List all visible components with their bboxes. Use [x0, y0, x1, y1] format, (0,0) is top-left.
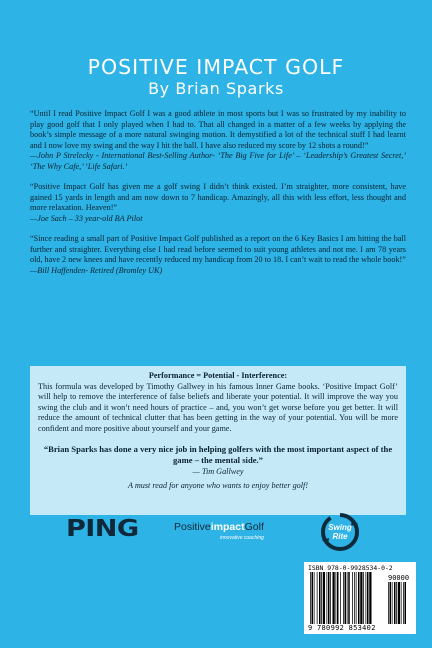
barcode-bar	[369, 572, 371, 624]
swing-rite-logo	[318, 510, 362, 554]
barcode-bar	[394, 582, 396, 624]
barcode-bar	[360, 572, 362, 624]
barcode-bar	[363, 572, 364, 624]
ping-logo: PING	[66, 516, 139, 542]
logo-word: Golf	[244, 521, 264, 533]
barcode-bar	[396, 582, 397, 624]
barcode-bar	[317, 572, 318, 624]
barcode-bar	[330, 572, 331, 624]
testimonial	[30, 109, 406, 173]
logo-subtitle: innovative coaching	[220, 535, 264, 541]
barcode-bar	[327, 572, 328, 624]
barcode-bar	[347, 572, 348, 624]
barcode-bar	[319, 572, 321, 624]
barcode-bar	[336, 572, 337, 624]
testimonial	[30, 234, 406, 276]
logo-word: impact	[210, 521, 245, 533]
barcode-bar	[352, 572, 353, 624]
barcode-bar	[337, 572, 339, 624]
page-title: POSITIVE IMPACT GOLF	[87, 55, 345, 79]
barcode-bar	[356, 572, 357, 624]
swing-rite-text: Rite	[332, 532, 348, 541]
barcode-bar	[328, 572, 330, 624]
barcode-bar	[354, 572, 355, 624]
endorsement-quote: “Brian Sparks has done a very nice job in helping golfers with the most important aspect of the game – the mental side.”	[43, 443, 393, 465]
barcode-panel	[304, 562, 416, 634]
barcode-bar	[345, 572, 347, 624]
barcode-bar	[401, 582, 402, 624]
barcode-bar	[310, 572, 311, 624]
barcode-number: 9 780992 853402	[308, 624, 376, 632]
testimonial	[30, 182, 406, 224]
author-line: By Brian Sparks	[148, 79, 284, 98]
tagline: A must read for anyone who wants to enjoy better golf!	[127, 481, 309, 491]
barcode-bar	[333, 572, 335, 624]
testimonial-attribution: —Joe Sach – 33 year-old BA Pilot	[30, 213, 143, 223]
testimonial-text: “Since reading a small part of Positive Impact Golf published as a report on the 6 Key Basics I am hitting the ball further and straighter. Everything else I had read before seemed to suit young athletes and not me. I am 78 years old, have 2 new knees and have recently reduced my handicap from 20 to 18. I can’t wait to read the whole book!”	[30, 233, 406, 265]
testimonial-text: “Positive Impact Golf has given me a golf swing I didn’t think existed. I’m straighter, more consistent, have gained 15 yards in length and am now down to 7 handicap. Amazingly, all this with less effort, less thought and more relaxation. Heaven!”	[30, 182, 406, 213]
testimonial-attribution: —John P Strelecky - International Best-Selling Author- ‘The Big Five for Life’ – ‘Leadership’s Greatest Secret,’ ‘The Why Cafe,’ ‘Life Safari.’	[30, 151, 406, 171]
formula-heading: Performance = Potential - Interference:	[148, 371, 288, 380]
testimonial-attribution: —Bill Haffenden- Retired (Bromley UK)	[30, 265, 163, 275]
barcode-bar	[366, 572, 367, 624]
formula-body: This formula was developed by Timothy Gallwey in his famous Inner Game books. ‘Positive Impact Golf’ will help to remove the interference of false beliefs and liberate your potential. It will improve the way you swing the club and it won’t need hours of practice – and, you won’t get worse before you get better. It will reduce the amount of technical clutter that has been getting in the way of your potential. You will be more confident and more positive about yourself and your game.	[38, 381, 398, 433]
barcode-bar	[398, 582, 400, 624]
positive-impact-golf-logo	[174, 521, 264, 533]
barcode-bar	[312, 572, 314, 624]
barcode-bar	[358, 572, 360, 624]
sponsor-logos	[0, 506, 432, 556]
barcode-bar	[388, 582, 389, 624]
barcode-bar	[367, 572, 369, 624]
isbn-label: ISBN 978-0-9928534-0-2	[308, 564, 393, 572]
testimonials	[30, 109, 406, 286]
testimonial-text: “Until I read Positive Impact Golf I was a good athlete in most sports but I was so frustrated by my inability to play good golf that I only played when I had to. That all changed in a matter of a few weeks by applying the book’s simple message of a more natural swinging motion. It demystified a lot of the technical stuff I had learnt and I now love my swing and the way I hit the ball. I have also reduced my score by 12 shots a round!”	[30, 109, 406, 150]
formula-box	[30, 366, 406, 515]
swing-rite-text: Swing	[328, 523, 352, 532]
barcode-bar	[340, 572, 341, 624]
price-code: 90000	[388, 574, 410, 582]
barcode-bar	[403, 582, 404, 624]
barcode-bar	[405, 582, 407, 624]
barcode-bar	[390, 582, 392, 624]
barcode-bar	[323, 572, 325, 624]
barcode-bar	[343, 572, 344, 624]
barcode-bar	[392, 582, 393, 624]
logo-word: Positive	[174, 521, 211, 533]
barcode-bar	[314, 572, 315, 624]
barcode-bar	[348, 572, 350, 624]
endorsement-attribution: — Tim Gallwey	[192, 466, 244, 476]
barcode-bar	[321, 572, 322, 624]
